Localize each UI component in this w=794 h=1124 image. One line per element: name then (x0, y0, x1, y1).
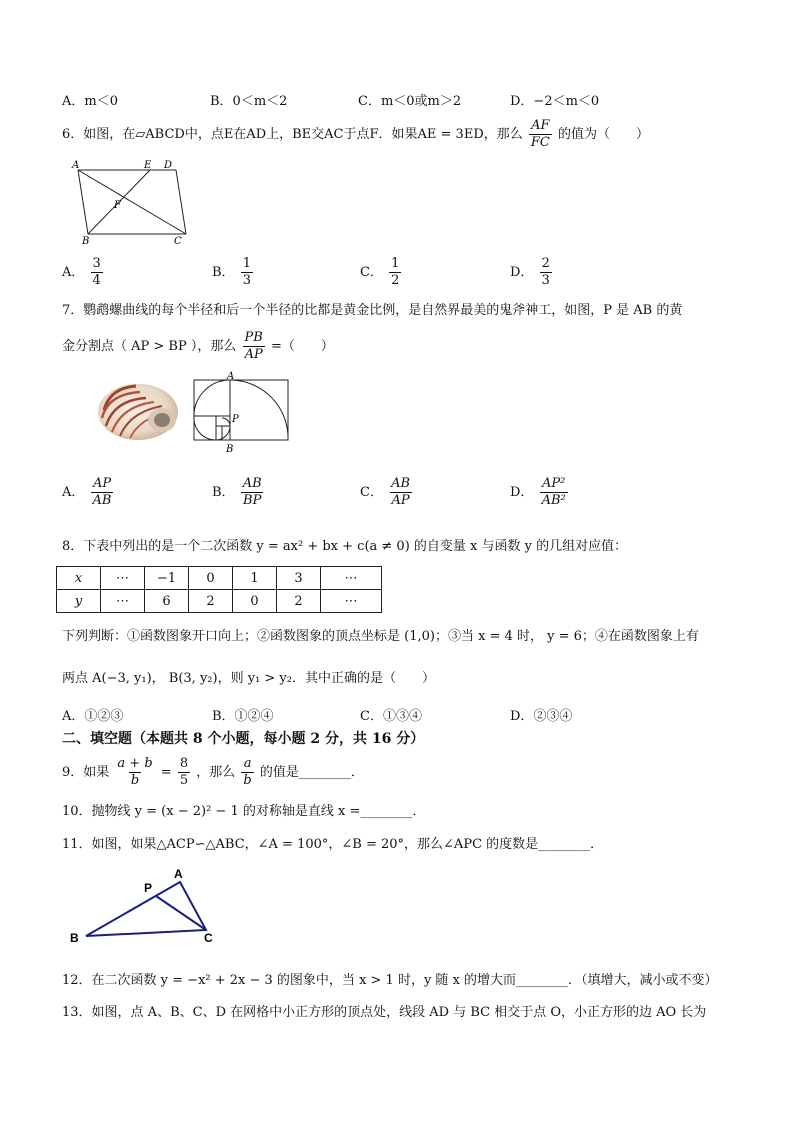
q6-option-b-num: 1 (242, 256, 251, 271)
table-cell: −1 (145, 567, 189, 590)
q6-option-c (360, 256, 403, 289)
q7-frac-num: PB (244, 330, 263, 345)
q6-option-c-fraction (389, 256, 401, 289)
q6-option-a-num: 3 (92, 256, 101, 271)
q7-option-c-label: C． (360, 485, 383, 500)
q7-stem-before: 金分割点（ AP > BP ），那么 (62, 339, 237, 354)
q8-option-a: A．①②③ (62, 709, 124, 724)
golden-spiral-figure (190, 370, 294, 456)
table-cell: ⋯ (321, 590, 382, 613)
q9-f1-num: a + b (117, 756, 153, 771)
q7-option-a-den: AB (92, 493, 112, 508)
q9-stem (62, 756, 364, 789)
q7-option-c-num: AB (391, 476, 411, 491)
q6-frac-num: AF (531, 118, 550, 133)
q6-option-a-fraction (91, 256, 103, 289)
q9-mid: ，那么 (196, 765, 236, 780)
q5-option-d: D．−2＜m＜0 (510, 94, 600, 109)
label-b: B (70, 931, 79, 945)
label-p: P (232, 414, 239, 425)
label-b: B (82, 236, 90, 246)
q7-option-a (62, 476, 115, 509)
q9-f2-den: 5 (179, 773, 189, 788)
nautilus-shell-image (96, 380, 182, 442)
q7-option-b-fraction (241, 476, 264, 509)
q7-stem-fraction (243, 330, 265, 363)
label-b: B (226, 444, 234, 455)
side-dc (176, 170, 186, 234)
q9-suffix: 的值是________． (259, 765, 364, 780)
segment-pc (156, 896, 206, 930)
q7-option-b-num: AB (242, 476, 262, 491)
q9-f3-num: a (243, 756, 252, 771)
q6-option-b-label: B． (212, 265, 235, 280)
section-title: 二、填空题（本题共 8 个小题，每小题 2 分，共 16 分） (62, 731, 425, 747)
table-cell: 0 (189, 567, 233, 590)
diagonal-ac (78, 170, 186, 234)
q7-option-a-fraction (91, 476, 114, 509)
q6-option-d-num: 2 (541, 256, 550, 271)
q5-option-b: B．0＜m＜2 (210, 94, 288, 109)
q7-stem-line1: 7．鹦鹉螺曲线的每个半径和后一个半径的比都是黄金比例，是自然界最美的鬼斧神工，如图，P 是 AB 的黄 (62, 303, 683, 318)
table-cell: 6 (145, 590, 189, 613)
q6-option-b-den: 3 (242, 273, 251, 288)
q8-option-c: C．①③④ (360, 709, 422, 724)
table-cell: 0 (233, 590, 277, 613)
q8-judgment-line1: 下列判断：①函数图象开口向上；②函数图象的顶点坐标是 (1,0)；③当 x = 4 时， y = 6；④在函数图象上有 (62, 629, 699, 644)
q6-parallelogram-figure (66, 158, 196, 246)
q6-option-c-den: 2 (391, 273, 400, 288)
q7-option-b-label: B． (212, 485, 235, 500)
q7-option-c (360, 476, 414, 509)
label-c: C (204, 931, 213, 945)
q6-stem (62, 118, 649, 151)
label-d: D (164, 160, 173, 171)
q7-option-d (510, 476, 570, 509)
q7-option-c-fraction (389, 476, 412, 509)
outer-rectangle (194, 380, 288, 440)
table-row (57, 590, 382, 613)
q6-stem-before: 6．如图，在▱ABCD中，点E在AD上，BE交AC于点F．如果AE = 3ED，那么 (62, 127, 523, 142)
q8-option-d: D．②③④ (510, 709, 573, 724)
q9-fraction-2 (178, 756, 190, 789)
q6-option-b-fraction (241, 256, 253, 289)
label-p: P (144, 881, 153, 895)
label-a: A (227, 371, 235, 382)
spiral-curve (194, 380, 288, 440)
q7-option-a-num: AP (92, 476, 112, 491)
label-a: A (174, 868, 183, 881)
q9-f2-num: 8 (179, 756, 189, 771)
label-f: F (114, 200, 121, 211)
q6-option-a-label: A． (62, 265, 85, 280)
label-a: A (72, 160, 80, 171)
table-row (57, 567, 382, 590)
q6-stem-after: 的值为（ ） (558, 127, 650, 142)
q6-option-d-den: 3 (541, 273, 550, 288)
q7-stem-after: =（ ） (270, 339, 334, 354)
q9-f1-den: b (130, 773, 140, 788)
q12-stem: 12．在二次函数 y = −x² + 2x − 3 的图象中，当 x > 1 时，y 随 x 的增大而________．（填增大，减小或不变） (62, 973, 718, 988)
q7-option-c-den: AP (391, 493, 410, 508)
q9-fraction-1 (115, 756, 154, 789)
q6-option-c-num: 1 (391, 256, 400, 271)
q7-frac-den: AP (244, 347, 263, 362)
table-cell: x (57, 567, 101, 590)
q7-option-a-label: A． (62, 485, 85, 500)
q10-stem: 10．抛物线 y = (x − 2)² − 1 的对称轴是直线 x =________． (62, 804, 426, 819)
table-cell: 2 (189, 590, 233, 613)
q7-stem-line2 (62, 330, 334, 363)
q7-option-d-num: AP² (541, 476, 566, 491)
q7-option-b (212, 476, 266, 509)
q7-option-d-label: D． (510, 485, 534, 500)
q7-option-d-den: AB² (541, 493, 566, 508)
q5-option-a: A．m＜0 (62, 94, 118, 109)
q7-option-d-fraction (540, 476, 568, 509)
q8-value-table (56, 566, 382, 613)
q8-stem: 8．下表中列出的是一个二次函数 y = ax² + bx + c(a ≠ 0) 的自变量 x 与函数 y 的几组对应值： (62, 539, 628, 554)
q6-option-a-den: 4 (92, 273, 101, 288)
q6-stem-fraction (529, 118, 552, 151)
q9-prefix: 9．如果 (62, 765, 110, 780)
q6-option-c-label: C． (360, 265, 383, 280)
q7-option-b-den: BP (243, 493, 262, 508)
table-cell: y (57, 590, 101, 613)
table-cell: ⋯ (321, 567, 382, 590)
q9-f3-den: b (243, 773, 252, 788)
table-cell: ⋯ (101, 590, 145, 613)
q8-judgment-line2: 两点 A(−3, y₁)， B(3, y₂)，则 y₁ > y₂．其中正确的是（ ） (62, 671, 435, 686)
label-e: E (144, 160, 152, 171)
q6-option-d (510, 256, 554, 289)
q11-triangle-figure (66, 868, 226, 948)
side-ab (78, 170, 88, 234)
q13-stem: 13．如图，点 A、B、C、D 在网格中小正方形的顶点处，线段 AD 与 BC 相交于点 O，小正方形的边 AO 长为 (62, 1005, 707, 1020)
table-cell: 1 (233, 567, 277, 590)
table-cell: ⋯ (101, 567, 145, 590)
label-c: C (174, 236, 182, 246)
q6-frac-den: FC (530, 135, 550, 150)
q9-fraction-3 (241, 756, 253, 789)
q6-option-d-label: D． (510, 265, 534, 280)
table-cell: 2 (277, 590, 321, 613)
q5-option-c: C．m＜0或m＞2 (358, 94, 462, 109)
table-cell: 3 (277, 567, 321, 590)
q6-option-b (212, 256, 255, 289)
q9-equals: = (160, 765, 172, 780)
q11-stem: 11．如图，如果△ACP∽△ABC，∠A = 100°，∠B = 20°，那么∠APC 的度数是________． (62, 837, 604, 852)
q6-option-d-fraction (540, 256, 552, 289)
q8-option-b: B．①②④ (212, 709, 274, 724)
q6-option-a (62, 256, 105, 289)
